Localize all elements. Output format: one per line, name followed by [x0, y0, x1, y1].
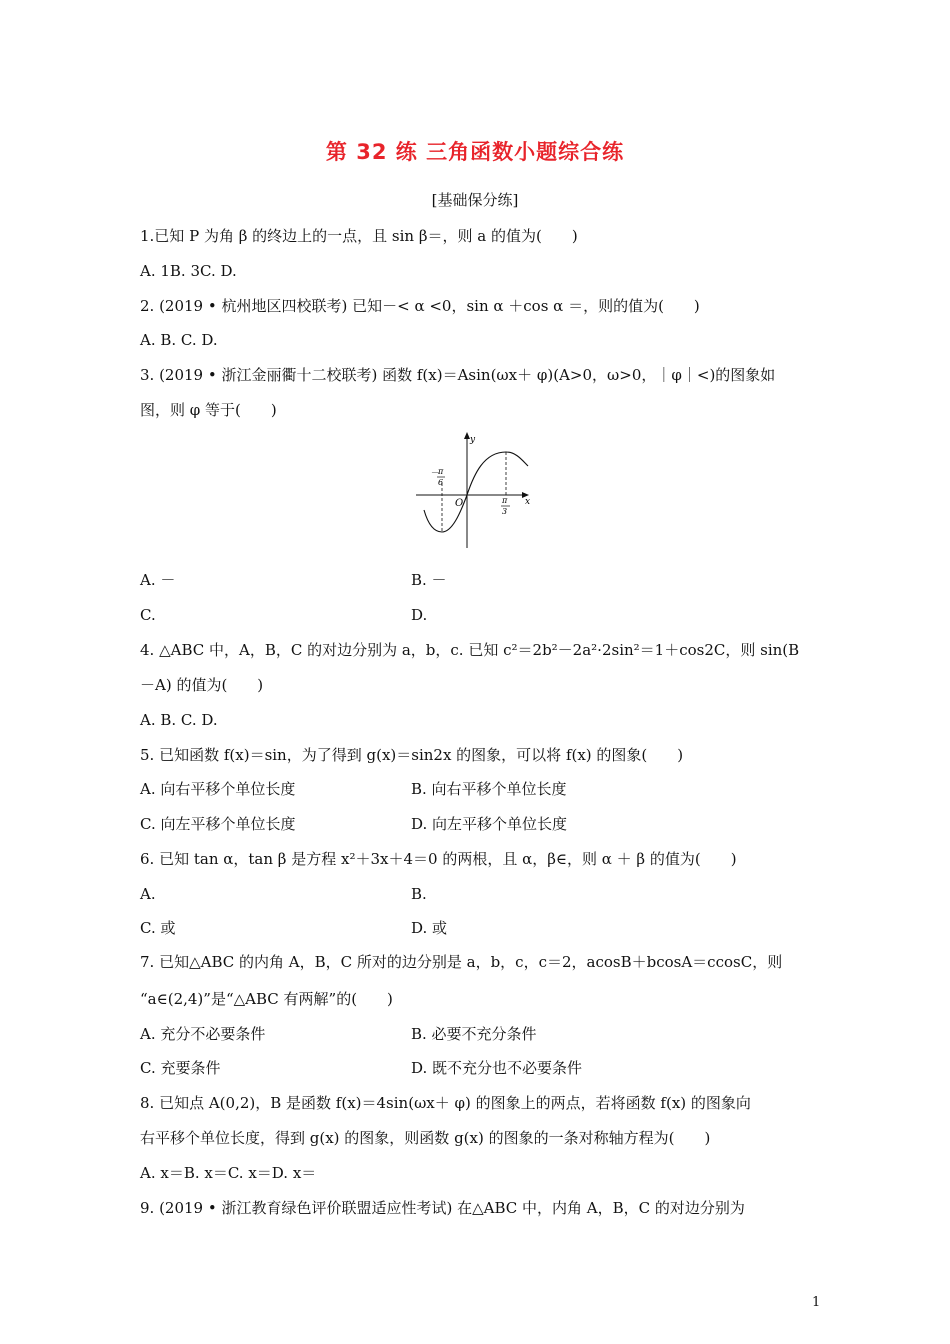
question-7-option-a: A. 充分不必要条件: [140, 1025, 266, 1043]
question-5-option-b: B. 向右平移个单位长度: [411, 780, 567, 798]
question-3-option-d: D.: [411, 606, 428, 624]
origin-label: O: [455, 498, 464, 509]
sine-graph: [412, 428, 534, 550]
question-4-line-1: 4. △ABC 中，A，B，C 的对边分别为 a，b，c. 已知 c²＝2b²－2a²·2sin²＝1＋cos2C，则 sin(B: [140, 641, 800, 659]
left-mark-sign: －: [430, 469, 440, 479]
question-8-options: A. x＝B. x＝C. x＝D. x＝: [140, 1164, 317, 1182]
question-6: 6. 已知 tan α，tan β 是方程 x²＋3x＋4＝0 的两根，且 α，β∈，则 α ＋ β 的值为( ): [140, 850, 737, 868]
question-7-option-b: B. 必要不充分条件: [411, 1025, 537, 1043]
question-6-option-a: A.: [140, 885, 156, 903]
question-5-option-a: A. 向右平移个单位长度: [140, 780, 296, 798]
question-3-option-b: B. －: [411, 571, 447, 589]
question-6-option-d: D. 或: [411, 919, 448, 937]
section-heading: [基础保分练]: [431, 191, 519, 209]
question-4-line-2: －A) 的值为( ): [140, 676, 264, 694]
question-3-option-a: A. －: [140, 571, 176, 589]
question-7-line-2: “a∈(2,4)”是“△ABC 有两解”的( ): [140, 990, 393, 1008]
y-axis-label: y: [470, 435, 476, 445]
question-6-option-b: B.: [411, 885, 427, 903]
question-3-line-1: 3. (2019 • 浙江金丽衢十二校联考) 函数 f(x)＝Asin(ωx＋ φ)(A>0，ω>0，｜φ｜<)的图象如: [140, 366, 776, 384]
right-mark-denominator: 3: [502, 507, 508, 516]
question-8-line-2: 右平移个单位长度，得到 g(x) 的图象，则函数 g(x) 的图象的一条对称轴方程为( ): [140, 1129, 711, 1147]
question-2: 2. (2019 • 杭州地区四校联考) 已知－< α <0，sin α ＋cos α ＝，则的值为( ): [140, 297, 700, 315]
question-5-option-c: C. 向左平移个单位长度: [140, 815, 296, 833]
question-4-options: A. B. C. D.: [140, 711, 218, 729]
question-2-options: A. B. C. D.: [140, 331, 218, 349]
sine-graph-figure: [412, 428, 534, 550]
question-7-option-c: C. 充要条件: [140, 1059, 221, 1077]
question-6-option-c: C. 或: [140, 919, 176, 937]
question-7-option-d: D. 既不充分也不必要条件: [411, 1059, 583, 1077]
left-mark-numerator: π: [438, 467, 444, 476]
left-mark-denominator: 6: [438, 478, 444, 487]
question-3-line-2: 图，则 φ 等于( ): [140, 401, 277, 419]
x-axis-label: x: [525, 497, 531, 507]
sine-curve: [424, 452, 531, 532]
question-1: 1.已知 P 为角 β 的终边上的一点，且 sin β＝，则 a 的值为( ): [140, 227, 578, 245]
question-9: 9. (2019 • 浙江教育绿色评价联盟适应性考试) 在△ABC 中，内角 A，B，C 的对边分别为: [140, 1199, 745, 1217]
question-7-line-1: 7. 已知△ABC 的内角 A，B，C 所对的边分别是 a，b，c，c＝2，acosB＋bcosA＝ccosC，则: [140, 953, 783, 971]
page-title: 第 32 练 三角函数小题综合练: [325, 140, 625, 164]
question-8-line-1: 8. 已知点 A(0,2)，B 是函数 f(x)＝4sin(ωx＋ φ) 的图象上的两点，若将函数 f(x) 的图象向: [140, 1094, 751, 1112]
question-5-option-d: D. 向左平移个单位长度: [411, 815, 568, 833]
right-mark-numerator: π: [502, 496, 508, 505]
question-3-option-c: C.: [140, 606, 156, 624]
question-5: 5. 已知函数 f(x)＝sin，为了得到 g(x)＝sin2x 的图象，可以将 f(x) 的图象( ): [140, 746, 684, 764]
question-1-options: A. 1B. 3C. D.: [140, 262, 237, 280]
page-number: 1: [812, 1295, 821, 1310]
